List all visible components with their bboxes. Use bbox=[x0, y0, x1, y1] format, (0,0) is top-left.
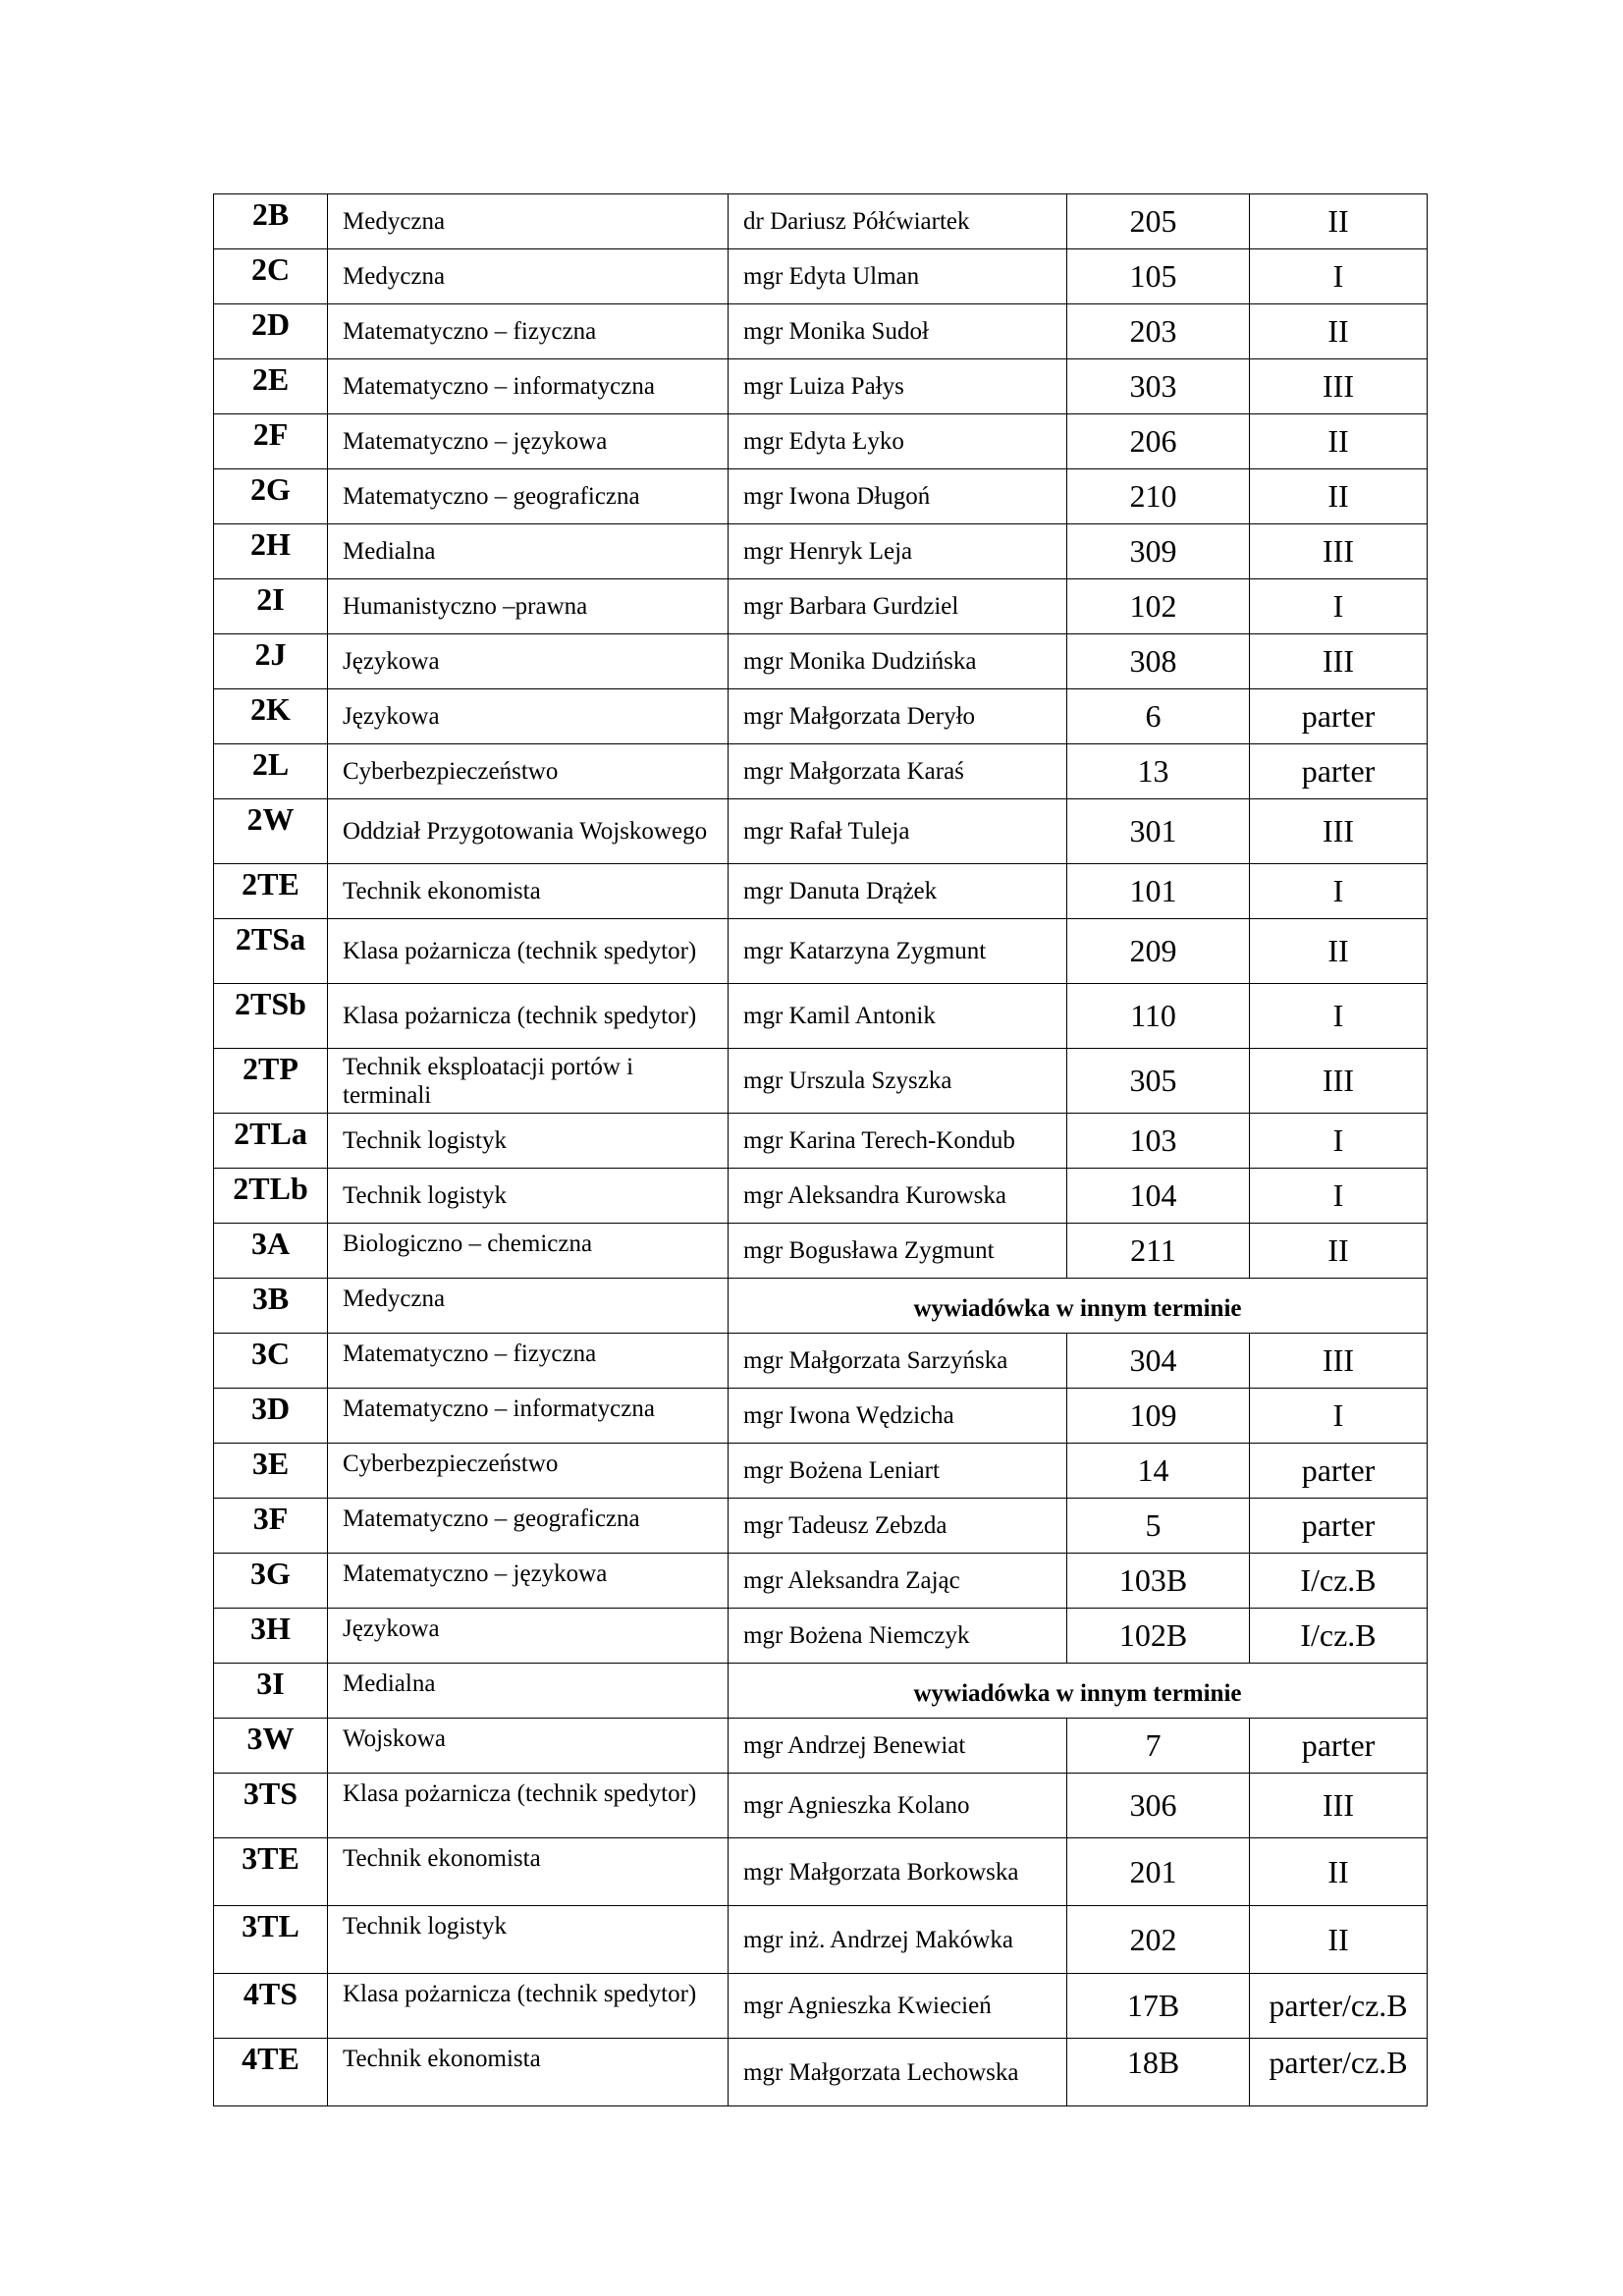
room-cell: 109 bbox=[1067, 1389, 1250, 1444]
room-cell: 14 bbox=[1067, 1444, 1250, 1499]
table-row bbox=[214, 1554, 1428, 1609]
note-cell: wywiadówka w innym terminie bbox=[729, 1664, 1428, 1719]
floor-cell: parter bbox=[1250, 1719, 1428, 1774]
table-body bbox=[214, 194, 1428, 2106]
room-cell: 103 bbox=[1067, 1114, 1250, 1169]
room-cell: 17B bbox=[1067, 1974, 1250, 2039]
profile-cell: Klasa pożarnicza (technik spedytor) bbox=[328, 919, 729, 984]
class-cell: 2L bbox=[214, 744, 328, 799]
class-cell: 2TSb bbox=[214, 984, 328, 1049]
room-cell: 201 bbox=[1067, 1838, 1250, 1906]
floor-cell: I/cz.B bbox=[1250, 1554, 1428, 1609]
teacher-cell: mgr Aleksandra Zając bbox=[729, 1554, 1067, 1609]
floor-cell: I bbox=[1250, 1114, 1428, 1169]
table-row bbox=[214, 249, 1428, 304]
floor-cell: II bbox=[1250, 1906, 1428, 1974]
profile-cell: Technik logistyk bbox=[328, 1906, 729, 1974]
class-cell: 3A bbox=[214, 1224, 328, 1279]
class-cell: 2H bbox=[214, 524, 328, 579]
table-row bbox=[214, 1974, 1428, 2039]
table-row bbox=[214, 984, 1428, 1049]
teacher-cell: mgr Aleksandra Kurowska bbox=[729, 1169, 1067, 1224]
profile-cell: Wojskowa bbox=[328, 1719, 729, 1774]
room-cell: 101 bbox=[1067, 864, 1250, 919]
floor-cell: I bbox=[1250, 1389, 1428, 1444]
teacher-cell: mgr Bożena Niemczyk bbox=[729, 1609, 1067, 1664]
class-cell: 2TE bbox=[214, 864, 328, 919]
room-cell: 305 bbox=[1067, 1049, 1250, 1114]
profile-cell: Oddział Przygotowania Wojskowego bbox=[328, 799, 729, 864]
profile-cell: Cyberbezpieczeństwo bbox=[328, 1444, 729, 1499]
floor-cell: I bbox=[1250, 984, 1428, 1049]
class-cell: 2G bbox=[214, 469, 328, 524]
profile-cell: Matematyczno – fizyczna bbox=[328, 304, 729, 359]
floor-cell: III bbox=[1250, 799, 1428, 864]
teacher-cell: mgr Katarzyna Zygmunt bbox=[729, 919, 1067, 984]
table-row bbox=[214, 744, 1428, 799]
class-cell: 2I bbox=[214, 579, 328, 634]
profile-cell: Technik logistyk bbox=[328, 1114, 729, 1169]
room-cell: 203 bbox=[1067, 304, 1250, 359]
teacher-cell: mgr Iwona Długoń bbox=[729, 469, 1067, 524]
class-cell: 3G bbox=[214, 1554, 328, 1609]
room-cell: 303 bbox=[1067, 359, 1250, 414]
table-row bbox=[214, 1906, 1428, 1974]
table-row bbox=[214, 1774, 1428, 1838]
teacher-cell: mgr Bogusława Zygmunt bbox=[729, 1224, 1067, 1279]
teacher-cell: mgr Agnieszka Kolano bbox=[729, 1774, 1067, 1838]
room-cell: 202 bbox=[1067, 1906, 1250, 1974]
table-row bbox=[214, 414, 1428, 469]
room-cell: 105 bbox=[1067, 249, 1250, 304]
class-cell: 2K bbox=[214, 689, 328, 744]
teacher-cell: dr Dariusz Półćwiartek bbox=[729, 194, 1067, 249]
table-row bbox=[214, 1499, 1428, 1554]
table-row bbox=[214, 864, 1428, 919]
class-cell: 3H bbox=[214, 1609, 328, 1664]
table-row bbox=[214, 579, 1428, 634]
class-cell: 2TLb bbox=[214, 1169, 328, 1224]
class-cell: 2TSa bbox=[214, 919, 328, 984]
table-row bbox=[214, 1719, 1428, 1774]
table-row bbox=[214, 194, 1428, 249]
profile-cell: Medyczna bbox=[328, 249, 729, 304]
room-cell: 306 bbox=[1067, 1774, 1250, 1838]
room-cell: 206 bbox=[1067, 414, 1250, 469]
profile-cell: Matematyczno – językowa bbox=[328, 1554, 729, 1609]
floor-cell: II bbox=[1250, 469, 1428, 524]
class-cell: 2C bbox=[214, 249, 328, 304]
floor-cell: III bbox=[1250, 1049, 1428, 1114]
table-row bbox=[214, 1049, 1428, 1114]
teacher-cell: mgr Małgorzata Lechowska bbox=[729, 2039, 1067, 2106]
table-row bbox=[214, 634, 1428, 689]
room-cell: 102B bbox=[1067, 1609, 1250, 1664]
teacher-cell: mgr Danuta Drążek bbox=[729, 864, 1067, 919]
table-row bbox=[214, 689, 1428, 744]
class-cell: 4TE bbox=[214, 2039, 328, 2106]
room-cell: 5 bbox=[1067, 1499, 1250, 1554]
class-cell: 2B bbox=[214, 194, 328, 249]
class-cell: 3TE bbox=[214, 1838, 328, 1906]
room-cell: 102 bbox=[1067, 579, 1250, 634]
class-teacher-table bbox=[213, 193, 1428, 2106]
floor-cell: parter/cz.B bbox=[1250, 1974, 1428, 2039]
profile-cell: Matematyczno – geograficzna bbox=[328, 1499, 729, 1554]
teacher-cell: mgr Barbara Gurdziel bbox=[729, 579, 1067, 634]
teacher-cell: mgr Karina Terech-Kondub bbox=[729, 1114, 1067, 1169]
table-row bbox=[214, 524, 1428, 579]
floor-cell: parter bbox=[1250, 689, 1428, 744]
profile-cell: Technik ekonomista bbox=[328, 864, 729, 919]
room-cell: 211 bbox=[1067, 1224, 1250, 1279]
class-cell: 2D bbox=[214, 304, 328, 359]
teacher-cell: mgr Małgorzata Deryło bbox=[729, 689, 1067, 744]
floor-cell: I bbox=[1250, 1169, 1428, 1224]
table-row bbox=[214, 1169, 1428, 1224]
floor-cell: II bbox=[1250, 1224, 1428, 1279]
room-cell: 205 bbox=[1067, 194, 1250, 249]
profile-cell: Technik ekonomista bbox=[328, 2039, 729, 2106]
floor-cell: parter bbox=[1250, 1499, 1428, 1554]
teacher-cell: mgr Kamil Antonik bbox=[729, 984, 1067, 1049]
table-row bbox=[214, 1224, 1428, 1279]
profile-cell: Matematyczno – geograficzna bbox=[328, 469, 729, 524]
teacher-cell: mgr Urszula Szyszka bbox=[729, 1049, 1067, 1114]
note-cell: wywiadówka w innym terminie bbox=[729, 1279, 1428, 1334]
floor-cell: parter/cz.B bbox=[1250, 2039, 1428, 2106]
table-row bbox=[214, 469, 1428, 524]
table-row bbox=[214, 1444, 1428, 1499]
teacher-cell: mgr Henryk Leja bbox=[729, 524, 1067, 579]
class-cell: 3D bbox=[214, 1389, 328, 1444]
room-cell: 304 bbox=[1067, 1334, 1250, 1389]
floor-cell: II bbox=[1250, 304, 1428, 359]
class-cell: 3W bbox=[214, 1719, 328, 1774]
teacher-cell: mgr Andrzej Benewiat bbox=[729, 1719, 1067, 1774]
room-cell: 6 bbox=[1067, 689, 1250, 744]
floor-cell: parter bbox=[1250, 1444, 1428, 1499]
teacher-cell: mgr Rafał Tuleja bbox=[729, 799, 1067, 864]
table-row bbox=[214, 359, 1428, 414]
teacher-cell: mgr Małgorzata Karaś bbox=[729, 744, 1067, 799]
class-cell: 3TL bbox=[214, 1906, 328, 1974]
profile-cell: Technik eksploatacji portów i terminali bbox=[328, 1049, 729, 1114]
profile-cell: Biologiczno – chemiczna bbox=[328, 1224, 729, 1279]
floor-cell: III bbox=[1250, 524, 1428, 579]
profile-cell: Cyberbezpieczeństwo bbox=[328, 744, 729, 799]
profile-cell: Matematyczno – językowa bbox=[328, 414, 729, 469]
class-cell: 2F bbox=[214, 414, 328, 469]
floor-cell: parter bbox=[1250, 744, 1428, 799]
table-row bbox=[214, 919, 1428, 984]
table-row bbox=[214, 1334, 1428, 1389]
teacher-cell: mgr Monika Dudzińska bbox=[729, 634, 1067, 689]
profile-cell: Technik ekonomista bbox=[328, 1838, 729, 1906]
profile-cell: Technik logistyk bbox=[328, 1169, 729, 1224]
profile-cell: Językowa bbox=[328, 689, 729, 744]
room-cell: 7 bbox=[1067, 1719, 1250, 1774]
teacher-cell: mgr Tadeusz Zebzda bbox=[729, 1499, 1067, 1554]
class-cell: 3I bbox=[214, 1664, 328, 1719]
room-cell: 209 bbox=[1067, 919, 1250, 984]
profile-cell: Medyczna bbox=[328, 194, 729, 249]
profile-cell: Medialna bbox=[328, 524, 729, 579]
floor-cell: III bbox=[1250, 634, 1428, 689]
floor-cell: III bbox=[1250, 1334, 1428, 1389]
class-cell: 2J bbox=[214, 634, 328, 689]
class-cell: 2E bbox=[214, 359, 328, 414]
teacher-cell: mgr Małgorzata Borkowska bbox=[729, 1838, 1067, 1906]
teacher-cell: mgr Luiza Pałys bbox=[729, 359, 1067, 414]
profile-cell: Klasa pożarnicza (technik spedytor) bbox=[328, 984, 729, 1049]
table-row bbox=[214, 2039, 1428, 2106]
teacher-cell: mgr Bożena Leniart bbox=[729, 1444, 1067, 1499]
floor-cell: II bbox=[1250, 1838, 1428, 1906]
profile-cell: Matematyczno – informatyczna bbox=[328, 359, 729, 414]
teacher-cell: mgr Iwona Wędzicha bbox=[729, 1389, 1067, 1444]
room-cell: 104 bbox=[1067, 1169, 1250, 1224]
floor-cell: I bbox=[1250, 579, 1428, 634]
table-row bbox=[214, 1279, 1428, 1334]
room-cell: 301 bbox=[1067, 799, 1250, 864]
profile-cell: Matematyczno – fizyczna bbox=[328, 1334, 729, 1389]
table-row bbox=[214, 304, 1428, 359]
class-cell: 2W bbox=[214, 799, 328, 864]
profile-cell: Klasa pożarnicza (technik spedytor) bbox=[328, 1974, 729, 2039]
profile-cell: Językowa bbox=[328, 634, 729, 689]
teacher-cell: mgr Edyta Ulman bbox=[729, 249, 1067, 304]
floor-cell: I bbox=[1250, 864, 1428, 919]
profile-cell: Medyczna bbox=[328, 1279, 729, 1334]
teacher-cell: mgr Monika Sudoł bbox=[729, 304, 1067, 359]
floor-cell: II bbox=[1250, 919, 1428, 984]
floor-cell: I bbox=[1250, 249, 1428, 304]
class-cell: 3TS bbox=[214, 1774, 328, 1838]
profile-cell: Językowa bbox=[328, 1609, 729, 1664]
profile-cell: Medialna bbox=[328, 1664, 729, 1719]
room-cell: 13 bbox=[1067, 744, 1250, 799]
table-row bbox=[214, 1114, 1428, 1169]
room-cell: 110 bbox=[1067, 984, 1250, 1049]
class-cell: 3B bbox=[214, 1279, 328, 1334]
room-cell: 103B bbox=[1067, 1554, 1250, 1609]
class-cell: 3C bbox=[214, 1334, 328, 1389]
table-row bbox=[214, 1838, 1428, 1906]
floor-cell: I/cz.B bbox=[1250, 1609, 1428, 1664]
teacher-cell: mgr inż. Andrzej Makówka bbox=[729, 1906, 1067, 1974]
room-cell: 210 bbox=[1067, 469, 1250, 524]
class-cell: 3E bbox=[214, 1444, 328, 1499]
teacher-cell: mgr Edyta Łyko bbox=[729, 414, 1067, 469]
table-row bbox=[214, 799, 1428, 864]
table-row bbox=[214, 1609, 1428, 1664]
profile-cell: Klasa pożarnicza (technik spedytor) bbox=[328, 1774, 729, 1838]
class-cell: 2TLa bbox=[214, 1114, 328, 1169]
table-row bbox=[214, 1664, 1428, 1719]
profile-cell: Humanistyczno –prawna bbox=[328, 579, 729, 634]
room-cell: 18B bbox=[1067, 2039, 1250, 2106]
class-cell: 3F bbox=[214, 1499, 328, 1554]
class-cell: 4TS bbox=[214, 1974, 328, 2039]
room-cell: 309 bbox=[1067, 524, 1250, 579]
room-cell: 308 bbox=[1067, 634, 1250, 689]
profile-cell: Matematyczno – informatyczna bbox=[328, 1389, 729, 1444]
teacher-cell: mgr Agnieszka Kwiecień bbox=[729, 1974, 1067, 2039]
floor-cell: II bbox=[1250, 414, 1428, 469]
class-cell: 2TP bbox=[214, 1049, 328, 1114]
table-row bbox=[214, 1389, 1428, 1444]
floor-cell: III bbox=[1250, 1774, 1428, 1838]
teacher-cell: mgr Małgorzata Sarzyńska bbox=[729, 1334, 1067, 1389]
floor-cell: III bbox=[1250, 359, 1428, 414]
floor-cell: II bbox=[1250, 194, 1428, 249]
